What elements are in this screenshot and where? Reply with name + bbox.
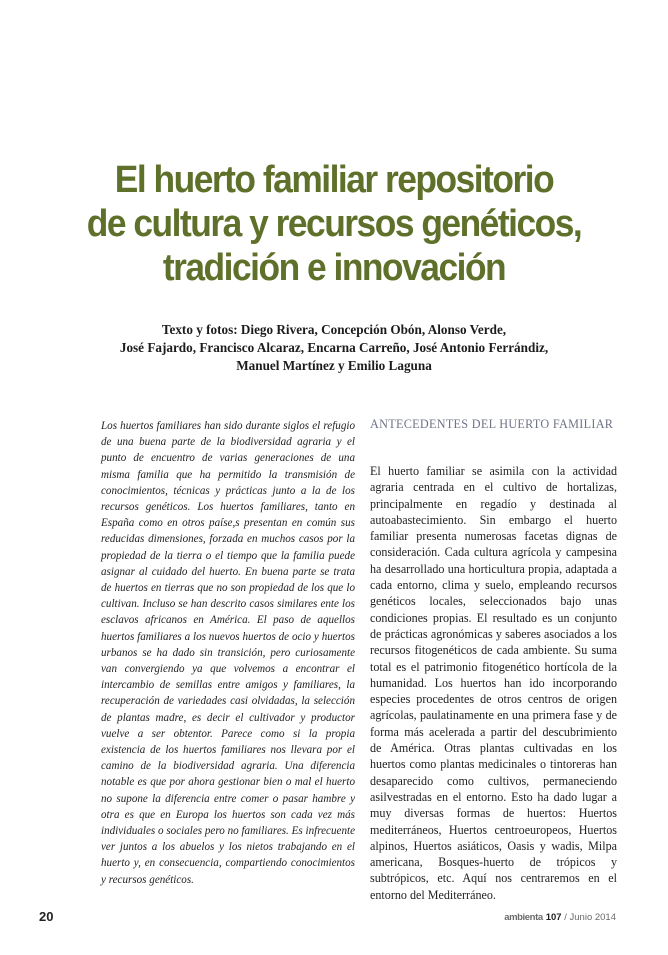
section-heading: ANTECEDENTES DEL HUERTO FAMILIAR (370, 417, 614, 431)
abstract-paragraph: Los huertos familiares han sido durante siglos el refugio de una buena parte de la biodiversidad agraria y el punto de encuentro de varias generaciones de una misma familia que ha permitido la transmisión de conocimientos, técnicas y prácticas junto a la de los recursos genéticos. Los huertos familiares, tanto en España como en otros paíse,s presentan en común sus reducidas dimensiones, forzada en muchos casos por la propiedad de la tierra o el tiempo que la familia puede asignar al cuidado del huerto. En buena parte se trata de huertos en tierras que no son propiedad de los que lo cultivan. Incluso se han descrito casos similares ente los esclavos africanos en América. El paso de aquellos huertos familiares a los nuevos huertos de ocio y huertos urbanos se ha dado sin transición, pero curiosamente van convergiendo ya que volvemos a encontrar el intercambio de semillas entre amigos y familiares, la recuperación de variedades casi olvidadas, la selección de plantas madre, es decir el cultivador y productor vuelve a ser obtentor. Parece como si la propia existencia de los huertos familiares nos llevara por el camino de la biodiversidad agraria. Una diferencia notable es que por ahora gestionar bien o mal el huerto no supone la diferencia entre comer o pasar hambre y otra es que en Europa los huertos son cada vez más individuales o sociales pero no familiares. Es infrecuente ver juntos a los abuelos y los nietos trabajando en el huerto y, en consecuencia, compartiendo conocimientos y recursos genéticos. (101, 420, 355, 886)
title-line: tradición e innovación (162, 247, 506, 289)
author-line: Texto y fotos: Diego Rivera, Concepción Obón, Alonso Verde, (161, 322, 507, 337)
author-line: Manuel Martínez y Emilio Laguna (236, 358, 432, 373)
issue-number: 107 (545, 912, 562, 923)
author-line: José Fajardo, Francisco Alcaraz, Encarna Carreño, José Antonio Ferrándiz, (119, 340, 549, 355)
issue-date: / Junio 2014 (564, 912, 616, 923)
title-line: de cultura y recursos genéticos, (86, 203, 582, 245)
magazine-footer (504, 912, 616, 923)
author-credits (60, 321, 608, 375)
page-number: 20 (39, 909, 54, 924)
magazine-name: ambienta (504, 912, 543, 923)
body-paragraph: El huerto familiar se asimila con la actividad agraria centrada en el cultivo de hortalizas, principalmente en regadío y destinada al autoabastecimiento. Sin embargo el huerto familiar presenta numerosas facetas dignas de consideración. Cada cultura agrícola y campesina ha desarrollado una horticultura propia, adaptada a cada entorno, clima y suelo, empleando recursos genéticos locales, seleccionados bajo unas condiciones propias. El resultado es un conjunto de prácticas agronómicas y saberes asociados a los recursos fitogenéticos de cada ambiente. Su suma total es el patrimonio fitogenético hortícola de la humanidad. Los huertos han ido incorporando especies procedentes de otros centros de origen agrícolas, paulatinamente en una primera fase y de forma más acelerada a partir del descubrimiento de América. Otras plantas cultivadas en los huertos como plantas medicinales o tintoreras han desaparecido como cultivos, permaneciendo asilvestradas en el entorno. Esto ha dado lugar a muy diversas formas de huertos: Huertos mediterráneos, Huertos centroeuropeos, Huertos alpinos, Huertos asiáticos, Oasis y wadis, Milpa americana, Bosques-huerto de trópicos y subtrópicos, etc. Aquí nos centraremos en el entorno del Mediterráneo. (370, 464, 617, 902)
article-title (61, 158, 608, 290)
title-line: El huerto familiar repositorio (114, 159, 554, 201)
